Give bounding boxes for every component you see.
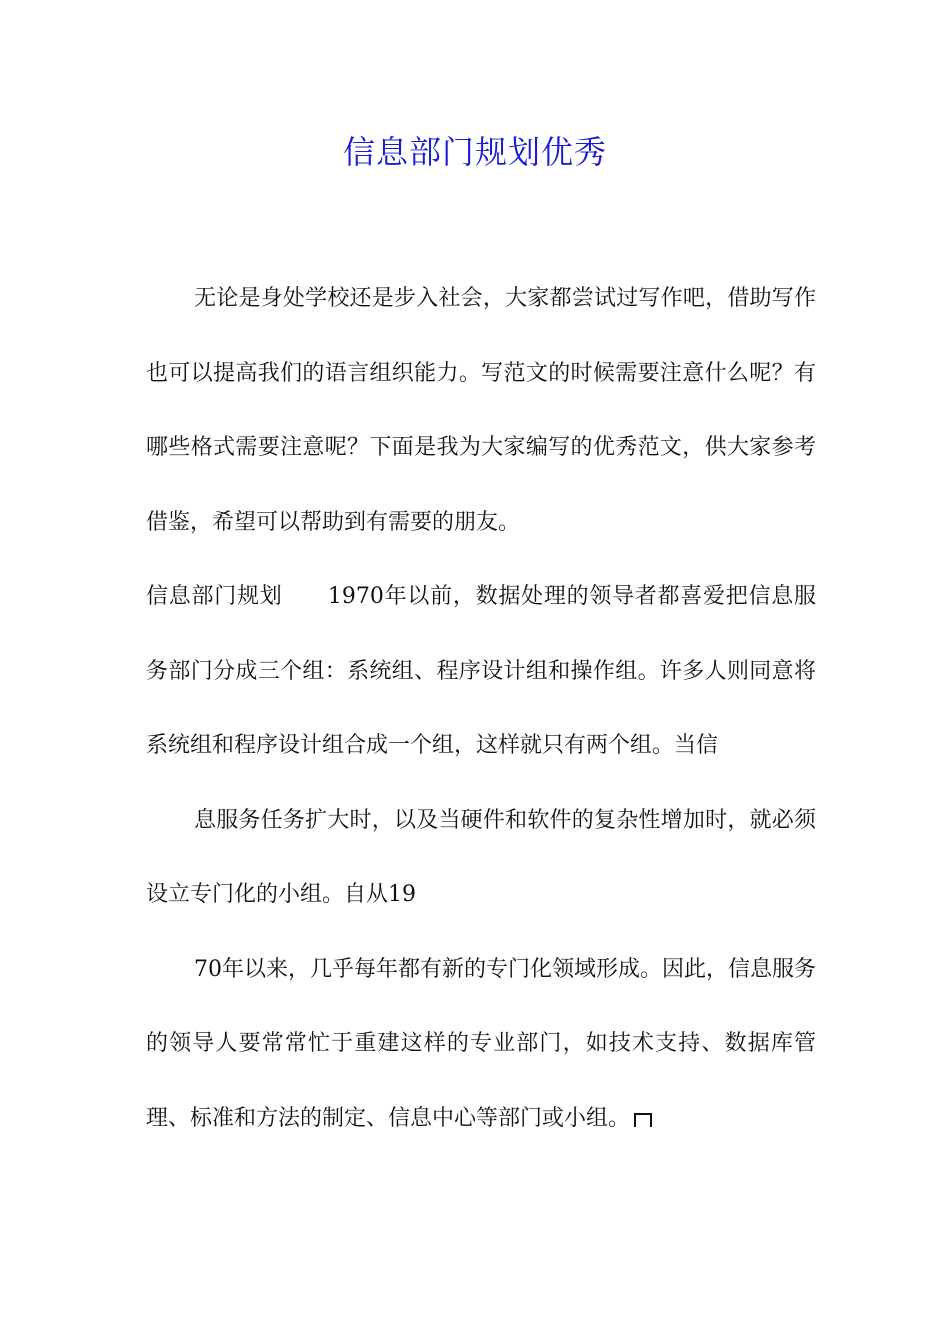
- paragraph-department-plan: 信息部门规划 1970年以前，数据处理的领导者都喜爱把信息服务部门分成三个组：系统组、程序设计组和操作组。许多人则同意将系统组和程序设计组合成一个组，这样就只有两个组。当信: [146, 584, 816, 758]
- paragraph-intro: 无论是身处学校还是步入社会，大家都尝试过写作吧，借助写作也可以提高我们的语言组织能力。写范文的时候需要注意什么呢？有哪些格式需要注意呢？下面是我为大家编写的优秀范文，供大家参考借鉴，希望可以帮助到有需要的朋友。: [146, 286, 816, 535]
- paragraph-specialization: 息服务任务扩大时，以及当硬件和软件的复杂性增加时，就必须设立专门化的小组。自从19: [146, 807, 816, 907]
- document-body: [146, 262, 816, 1156]
- truncation-mark-icon: [634, 1113, 652, 1127]
- paragraph-since-1970: [146, 933, 816, 1157]
- document-title: 信息部门规划优秀: [342, 133, 607, 171]
- paragraph-since-1970-text: 70年以来，几乎每年都有新的专门化领域形成。因此，信息服务的领导人要常常忙于重建这样的专业部门，如技术支持、数据库管理、标准和方法的制定、信息中心等部门或小组。: [146, 956, 816, 1131]
